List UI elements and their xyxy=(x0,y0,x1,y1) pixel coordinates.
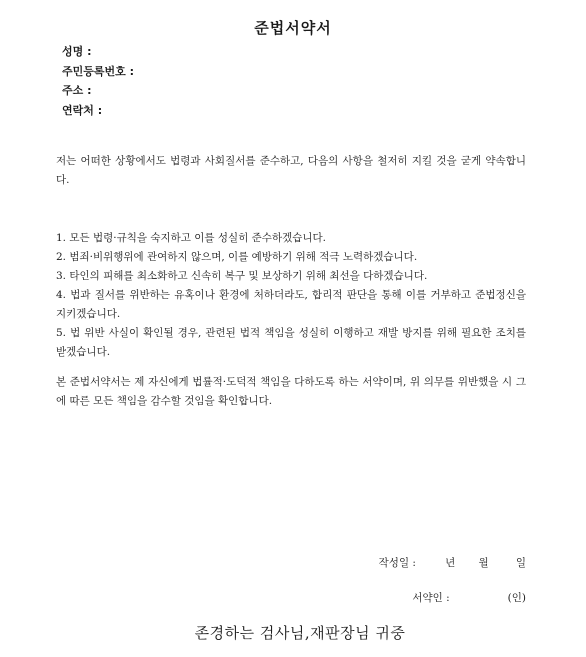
pledge-item-3: 3. 타인의 피해를 최소화하고 신속히 복구 및 보상하기 위해 최선을 다하겠습니다. xyxy=(56,270,428,282)
resident-number-field-label: 주민등록번호 : xyxy=(62,64,134,78)
pledge-item-1: 1. 모든 법령·규칙을 숙지하고 이를 성실히 준수하겠습니다. xyxy=(56,232,327,244)
date-line xyxy=(0,555,526,570)
contact-field-label: 연락처 : xyxy=(62,103,103,117)
addressee-line: 존경하는 검사님,재판장님 귀중 xyxy=(194,624,406,642)
confirmation-paragraph: 본 준법서약서는 제 자신에게 법률적·도덕적 책임을 다하도록 하는 서약이며, 위 의무를 위반했을 시 그에 따른 모든 책임을 감수할 것임을 확인합니다. xyxy=(56,376,526,407)
document-title: 준법서약서 xyxy=(254,19,332,37)
seal-label: (인) xyxy=(507,592,526,604)
date-label: 작성일 : xyxy=(378,557,416,569)
pledge-item-5: 5. 법 위반 사실이 확인될 경우, 관련된 법적 책임을 성실히 이행하고 재발 방지를 위해 필요한 조치를 받겠습니다. xyxy=(56,327,526,358)
pledger-label: 서약인 : xyxy=(412,592,450,604)
pledge-paragraph: 저는 어떠한 상황에서도 법령과 사회질서를 준수하고, 다음의 사항을 철저히 지킬 것을 굳게 약속합니다. xyxy=(56,155,526,186)
year-label: 년 xyxy=(445,557,456,569)
name-field-label: 성명 : xyxy=(62,45,92,58)
day-label: 일 xyxy=(515,557,526,569)
pledge-items-list xyxy=(56,229,526,362)
pledger-line xyxy=(0,590,526,605)
pledge-item-4: 4. 법과 질서를 위반하는 유혹이나 환경에 처하더라도, 합리적 판단을 통해 이를 거부하고 준법정신을 지키겠습니다. xyxy=(56,289,526,320)
pledge-item-2: 2. 범죄·비위행위에 관여하지 않으며, 이를 예방하기 위해 적극 노력하겠습니다. xyxy=(56,251,418,263)
personal-info-fields xyxy=(62,42,134,120)
month-label: 월 xyxy=(478,557,489,569)
address-field-label: 주소 : xyxy=(62,84,92,97)
